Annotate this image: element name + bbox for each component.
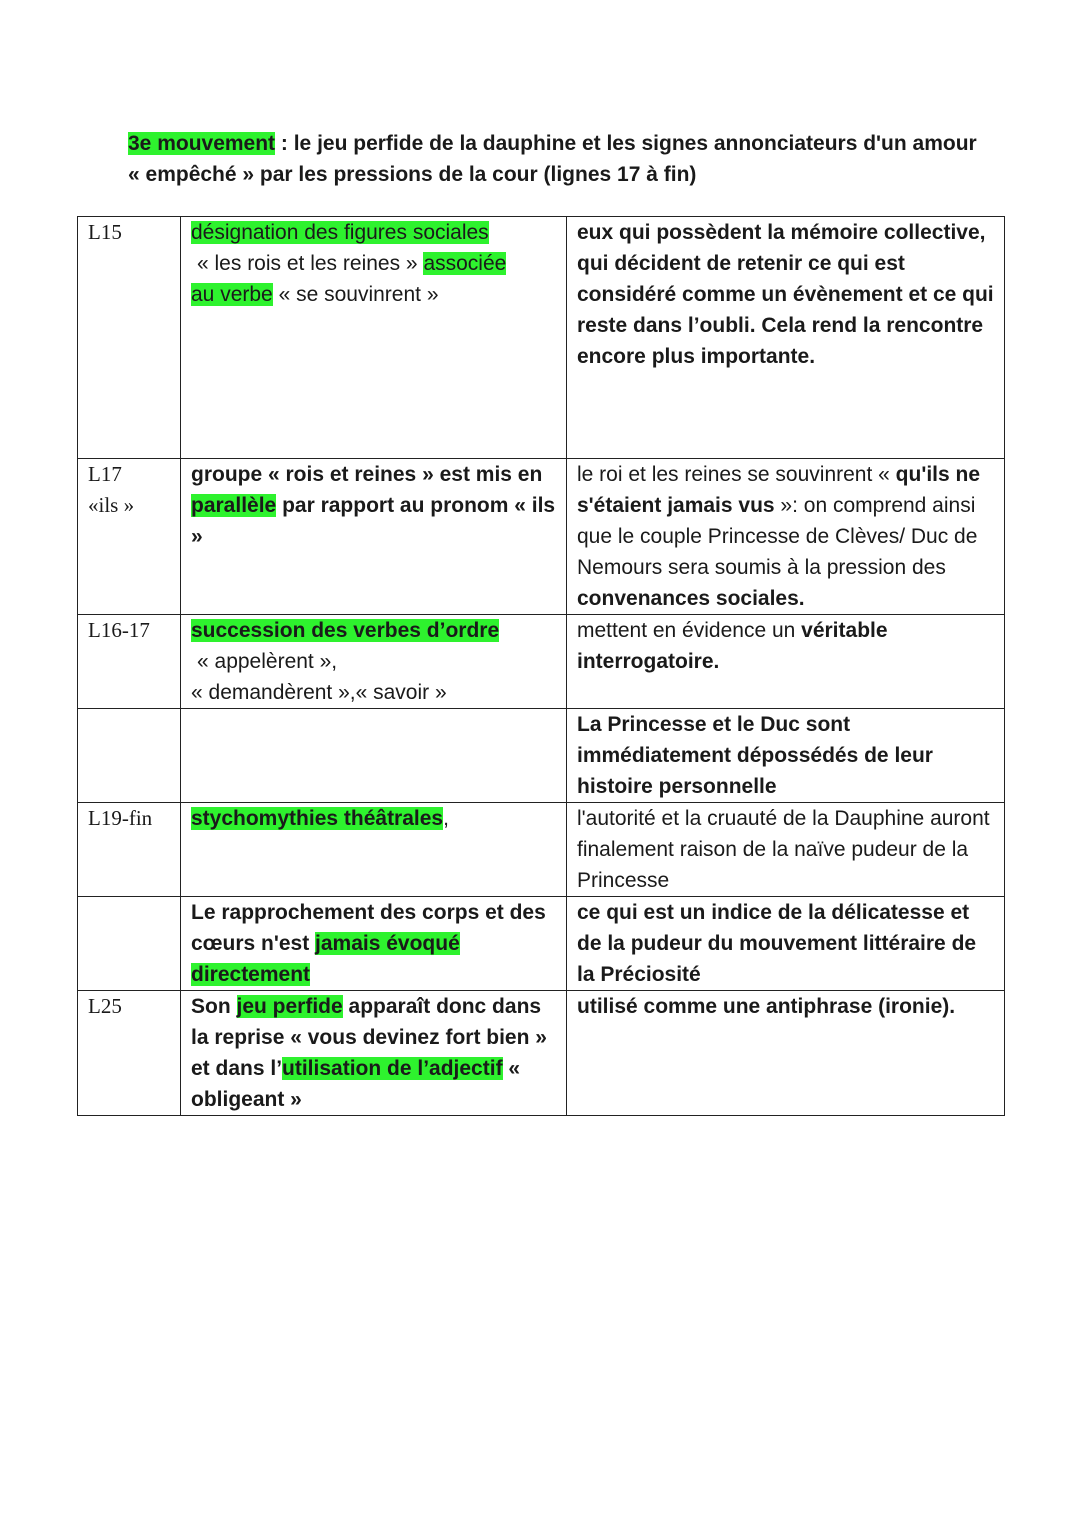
analysis-text: Le rapprochement des corps et des cœurs n'est xyxy=(191,901,546,955)
analysis-cell xyxy=(181,803,567,897)
heading-highlight-label: 3e mouvement xyxy=(128,132,276,155)
line-reference-cell xyxy=(78,217,181,459)
analysis-cell xyxy=(181,459,567,615)
analysis-cell xyxy=(181,991,567,1116)
interpretation-text: utilisé comme une antiphrase (ironie). xyxy=(577,995,956,1018)
interpretation-text: La Princesse et le Duc sont immédiatement dépossédés de leur histoire personnelle xyxy=(577,713,933,798)
interpretation-cell xyxy=(567,709,1005,803)
highlight-text: associée xyxy=(423,252,507,275)
interpretation-cell xyxy=(567,217,1005,459)
interpretation-cell xyxy=(567,991,1005,1116)
highlight-text: jamais évoqué directement xyxy=(191,932,460,986)
analysis-cell xyxy=(181,897,567,991)
line-reference: L16-17 xyxy=(88,618,150,642)
highlight-text: jeu perfide xyxy=(236,995,343,1018)
highlight-text: utilisation de l’adjectif xyxy=(282,1057,503,1080)
interpretation-text: le roi et les reines se souvinrent « xyxy=(577,463,896,486)
line-reference: L25 xyxy=(88,994,122,1018)
analysis-cell xyxy=(181,709,567,803)
quote-text: « se souvinrent » xyxy=(272,283,439,306)
line-reference-cell xyxy=(78,615,181,709)
highlight-text: stychomythies théâtrales xyxy=(191,807,444,830)
quote-text: « appelèrent », xyxy=(197,650,338,673)
table-row xyxy=(78,803,1005,897)
highlight-text: parallèle xyxy=(191,494,277,517)
analysis-cell xyxy=(181,217,567,459)
analysis-text: « obligeant » xyxy=(191,1057,521,1111)
line-reference: L19-fin xyxy=(88,806,153,830)
line-reference-cell xyxy=(78,459,181,615)
analysis-text: , xyxy=(443,807,449,830)
line-reference-sub: «ils » xyxy=(88,493,135,517)
interpretation-text: »: on comprend ainsi que le couple Princesse de Clèves/ Duc de Nemours sera soumis à la pression des xyxy=(577,494,978,579)
highlight-text: succession des verbes d’ordre xyxy=(191,619,500,642)
quote-text: « demandèrent »,« savoir » xyxy=(191,681,447,704)
interpretation-bold: convenances sociales. xyxy=(577,587,805,610)
interpretation-bold: véritable interrogatoire. xyxy=(577,619,888,673)
analysis-text: apparaît donc dans la reprise « vous devinez fort bien » et dans l’ xyxy=(191,995,547,1080)
highlight-text: au verbe xyxy=(191,283,273,306)
highlight-text: désignation des figures sociales xyxy=(191,221,489,244)
interpretation-text: ce qui est un indice de la délicatesse et de la pudeur du mouvement littéraire de la Préciosité xyxy=(577,901,977,986)
analysis-text: Son xyxy=(191,995,237,1018)
interpretation-cell xyxy=(567,459,1005,615)
analysis-text: groupe « rois et reines » est mis en xyxy=(191,463,543,486)
table-row xyxy=(78,459,1005,615)
table-row xyxy=(78,217,1005,459)
interpretation-text: l'autorité et la cruauté de la Dauphine auront finalement raison de la naïve pudeur de la Princesse xyxy=(577,807,990,892)
analysis-table xyxy=(77,216,1005,1116)
table-row xyxy=(78,615,1005,709)
interpretation-bold: qu'ils ne s'étaient jamais vus xyxy=(577,463,981,517)
heading-text: : le jeu perfide de la dauphine et les signes annonciateurs d'un amour « empêché » par les pressions de la cour (lignes 17 à fin) xyxy=(128,132,977,186)
interpretation-cell xyxy=(567,897,1005,991)
line-reference-cell xyxy=(78,897,181,991)
table-row xyxy=(78,897,1005,991)
line-reference-cell xyxy=(78,709,181,803)
quote-text: « les rois et les reines » xyxy=(197,252,418,275)
analysis-cell xyxy=(181,615,567,709)
section-heading xyxy=(128,128,988,190)
analysis-text: par rapport au pronom « ils » xyxy=(191,494,556,548)
line-reference: L15 xyxy=(88,220,122,244)
table-row xyxy=(78,991,1005,1116)
interpretation-cell xyxy=(567,615,1005,709)
interpretation-cell xyxy=(567,803,1005,897)
line-reference-cell xyxy=(78,991,181,1116)
table-row xyxy=(78,709,1005,803)
line-reference-cell xyxy=(78,803,181,897)
line-reference: L17 xyxy=(88,462,122,486)
interpretation-text: mettent en évidence un xyxy=(577,619,802,642)
interpretation-text: eux qui possèdent la mémoire collective, qui décident de retenir ce qui est considéré comme un évènement et ce qui reste dans l’oubli. Cela rend la rencontre encore plus importante. xyxy=(577,221,994,368)
